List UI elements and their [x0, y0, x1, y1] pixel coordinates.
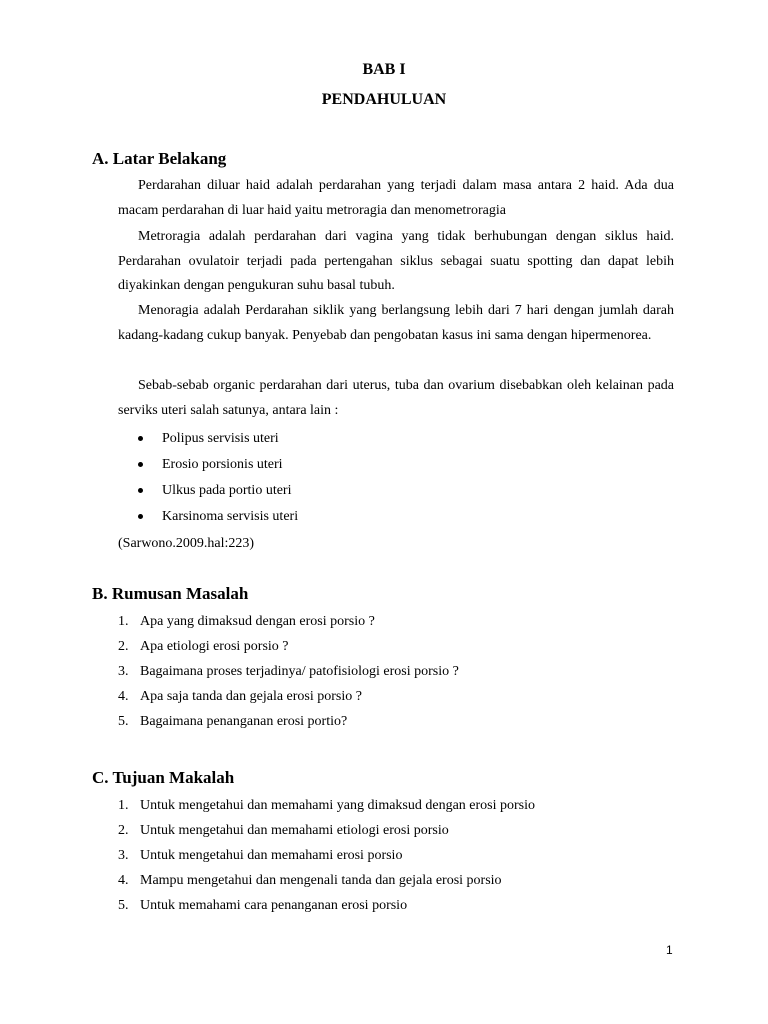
bullet-icon	[138, 436, 143, 441]
list-item: 4. Mampu mengetahui dan mengenali tanda dan gejala erosi porsio	[118, 873, 502, 888]
paragraph: Sebab-sebab organic perdarahan dari uterus, tuba dan ovarium disebabkan oleh kelainan pada serviks uteri salah satunya, antara lain :	[118, 378, 674, 418]
bullet-icon	[138, 514, 143, 519]
list-item: 2. Apa etiologi erosi porsio ?	[118, 639, 289, 654]
list-item: 3. Bagaimana proses terjadinya/ patofisiologi erosi porsio ?	[118, 664, 459, 679]
paragraph: Menoragia adalah Perdarahan siklik yang berlangsung lebih dari 7 hari dengan jumlah darah kadang-kadang cukup banyak. Penyebab dan pengobatan kasus ini sama dengan hipermenorea.	[118, 303, 674, 343]
bullet-icon	[138, 462, 143, 467]
list-item: 5. Untuk memahami cara penanganan erosi porsio	[118, 898, 408, 913]
section-b-heading: B. Rumusan Masalah	[92, 584, 249, 603]
section-a-heading: A. Latar Belakang	[92, 149, 227, 168]
problem-list	[118, 609, 459, 734]
list-item: Polipus servisis uteri	[118, 426, 298, 452]
list-item: 2. Untuk mengetahui dan memahami etiologi erosi porsio	[118, 823, 449, 838]
objective-list	[118, 793, 535, 918]
list-item: Ulkus pada portio uteri	[118, 478, 298, 504]
chapter-number: BAB I	[362, 61, 406, 78]
paragraph: Perdarahan diluar haid adalah perdarahan yang terjadi dalam masa antara 2 haid. Ada dua macam perdarahan di luar haid yaitu metroragia dan menometroragia	[118, 178, 674, 218]
list-item: 1. Untuk mengetahui dan memahami yang dimaksud dengan erosi porsio	[118, 798, 536, 813]
citation: (Sarwono.2009.hal:223)	[118, 536, 255, 551]
list-item: 5. Bagaimana penanganan erosi portio?	[118, 714, 348, 729]
list-item: 4. Apa saja tanda dan gejala erosi porsio ?	[118, 689, 362, 704]
list-item: 1. Apa yang dimaksud dengan erosi porsio ?	[118, 614, 375, 629]
chapter-title: PENDAHULUAN	[321, 91, 447, 108]
section-c-heading: C. Tujuan Makalah	[92, 768, 235, 787]
bullet-icon	[138, 488, 143, 493]
cause-list	[118, 426, 298, 530]
list-item: 3. Untuk mengetahui dan memahami erosi porsio	[118, 848, 403, 863]
list-item: Karsinoma servisis uteri	[118, 504, 298, 530]
list-item: Erosio porsionis uteri	[118, 452, 298, 478]
paragraph: Metroragia adalah perdarahan dari vagina yang tidak berhubungan dengan siklus haid. Perdarahan ovulatoir terjadi pada pertengahan siklus sebagai suatu spotting dan dapat lebih diyakinkan dengan pengukuran suhu basal tubuh.	[118, 229, 674, 294]
page-number: 1	[666, 943, 673, 957]
